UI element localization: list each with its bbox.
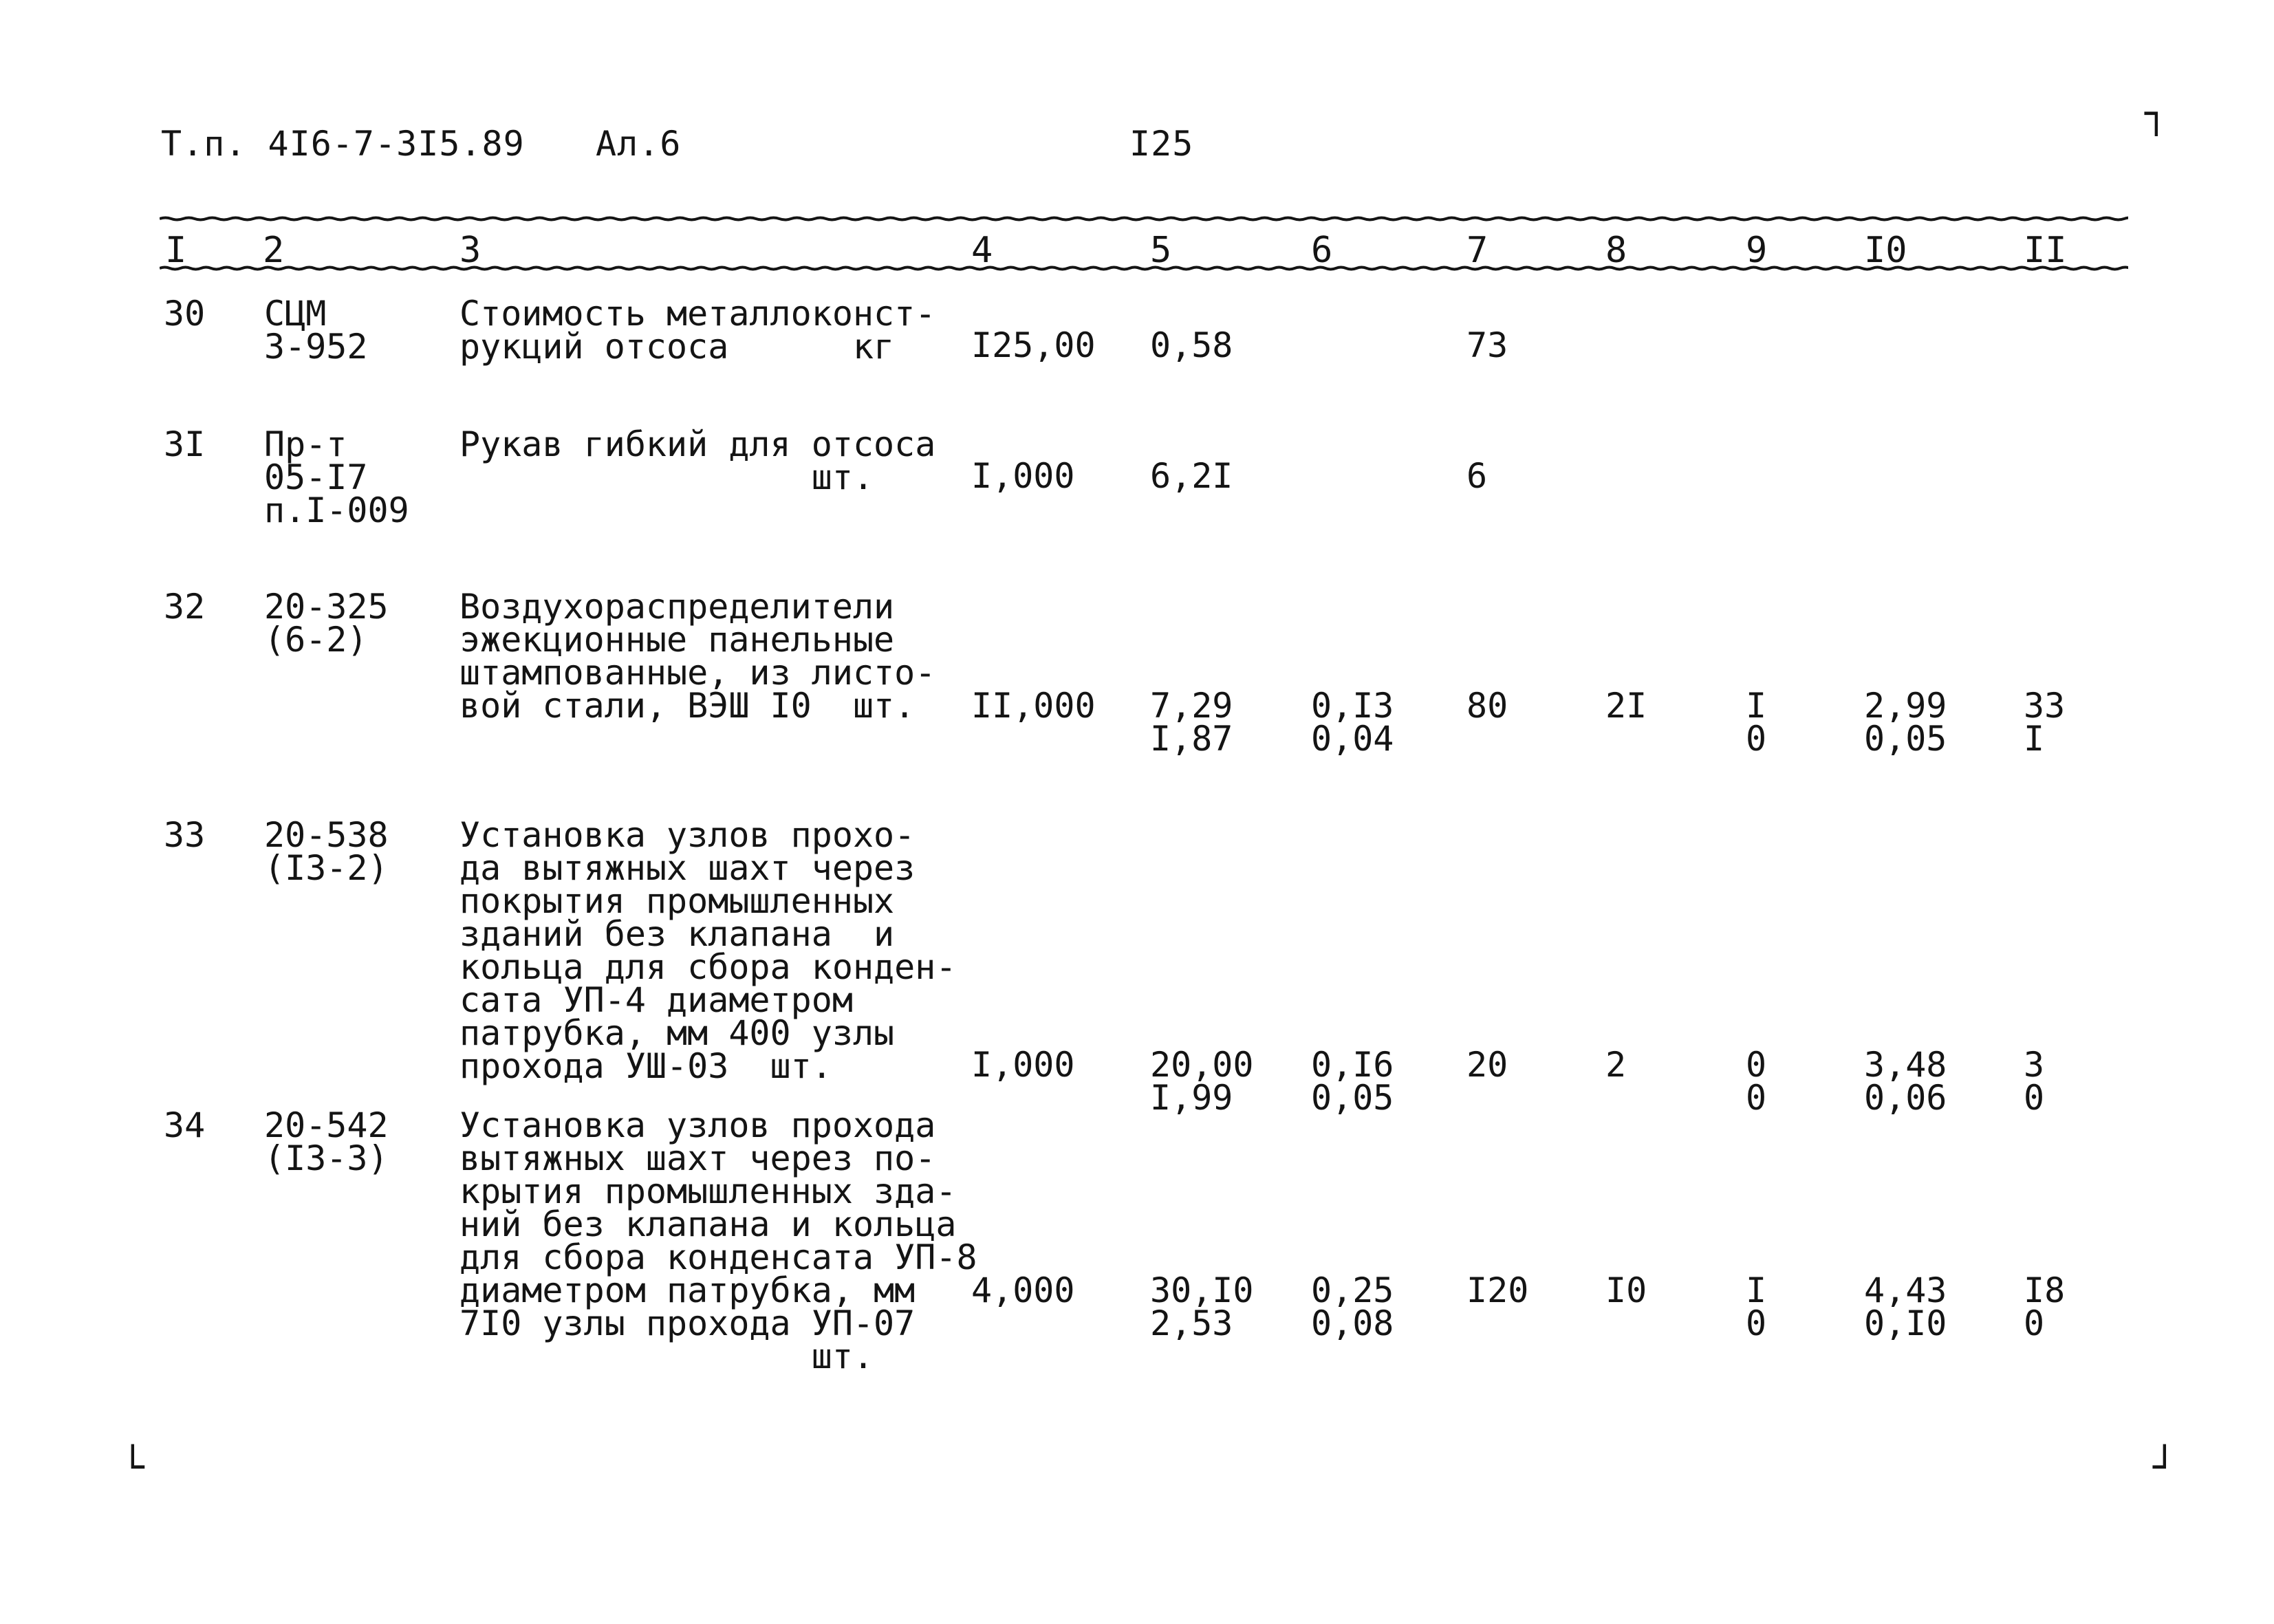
wage-cost-cell: 0,08 xyxy=(1311,1303,1394,1343)
labor-total-cell: 0 xyxy=(2024,1078,2045,1118)
work-description: шт. xyxy=(459,457,874,497)
work-description: крытия промышленных зда- xyxy=(459,1171,957,1211)
machine-cost-cell: 0 xyxy=(1746,1303,1767,1343)
column-number-7: 7 xyxy=(1466,230,1488,271)
column-number-6: 6 xyxy=(1311,230,1333,271)
work-description: сата УП-4 диаметром xyxy=(459,980,853,1020)
header-bottom-rule xyxy=(160,264,2128,272)
total-wages-cell: I0 xyxy=(1605,1270,1647,1310)
work-description: Воздухораспределители xyxy=(459,587,895,627)
page-number: I25 xyxy=(1129,124,1194,164)
quantity-cell: I,000 xyxy=(971,456,1075,496)
row-number: 34 xyxy=(164,1105,206,1145)
unit-cost-cell: 30,I0 xyxy=(1150,1270,1254,1310)
total-cost-cell: 80 xyxy=(1466,686,1508,726)
quantity-cell: I,000 xyxy=(971,1045,1075,1085)
total-wages-cell: 2 xyxy=(1605,1045,1627,1085)
column-number-10: I0 xyxy=(1864,230,1907,271)
work-description: шт. xyxy=(459,1336,874,1376)
work-description: вытяжных шахт через по- xyxy=(459,1138,936,1178)
labor-unit-cell: 3,48 xyxy=(1864,1045,1947,1085)
labor-unit-cell: 0,I0 xyxy=(1864,1303,1947,1343)
wage-cost-cell: 0,I6 xyxy=(1311,1045,1394,1085)
work-description: кольца для сбора конден- xyxy=(459,947,957,987)
row-number: 3I xyxy=(164,424,206,464)
work-description: для сбора конденсата УП-8 xyxy=(459,1237,977,1277)
labor-unit-cell: 2,99 xyxy=(1864,686,1947,726)
labor-unit-cell: 0,05 xyxy=(1864,719,1947,759)
machine-cost-cell: I xyxy=(1746,1270,1767,1310)
unit-cost-cell: 6,2I xyxy=(1150,456,1233,496)
row-number: 33 xyxy=(164,815,206,855)
rate-code: п.I-009 xyxy=(264,490,409,530)
rate-code: 05-I7 xyxy=(264,457,368,497)
work-description: вой стали, ВЭШ I0 шт. xyxy=(459,686,916,726)
work-description: диаметром патрубка, мм xyxy=(459,1270,916,1310)
work-description: зданий без клапана и xyxy=(459,914,895,954)
work-description: покрытия промышленных xyxy=(459,881,895,921)
unit-cost-cell: 2,53 xyxy=(1150,1303,1233,1343)
album-number: Ал.6 xyxy=(596,124,682,164)
rate-code: (I3-3) xyxy=(264,1138,389,1178)
work-description: Стоимость металлоконст- xyxy=(459,294,936,334)
column-number-11: II xyxy=(2024,230,2067,271)
quantity-cell: I25,00 xyxy=(971,325,1096,365)
row-number: 30 xyxy=(164,294,206,334)
column-number-1: I xyxy=(165,230,187,271)
work-description: рукций отсоса кг xyxy=(459,327,895,367)
column-number-9: 9 xyxy=(1746,230,1768,271)
work-description: эжекционные панельные xyxy=(459,620,895,660)
document-reference: Т.п. 4I6-7-3I5.89 xyxy=(161,124,525,164)
wage-cost-cell: 0,25 xyxy=(1311,1270,1394,1310)
work-description: Рукав гибкий для отсоса xyxy=(459,424,936,464)
rate-code: 20-325 xyxy=(264,587,389,627)
rate-code: 20-542 xyxy=(264,1105,389,1145)
column-number-5: 5 xyxy=(1150,230,1172,271)
work-description: патрубка, мм 400 узлы xyxy=(459,1013,895,1053)
corner-mark-bottom-right: ┘ xyxy=(2153,1445,2176,1490)
table-top-rule xyxy=(160,215,2128,223)
corner-mark-top-right: ┐ xyxy=(2145,91,2168,136)
total-cost-cell: 20 xyxy=(1466,1045,1508,1085)
total-cost-cell: 6 xyxy=(1466,456,1488,496)
total-cost-cell: I20 xyxy=(1466,1270,1529,1310)
rate-code: СЦМ xyxy=(264,294,327,334)
total-wages-cell: 2I xyxy=(1605,686,1647,726)
machine-cost-cell: 0 xyxy=(1746,719,1767,759)
column-number-2: 2 xyxy=(263,230,285,271)
wage-cost-cell: 0,05 xyxy=(1311,1078,1394,1118)
quantity-cell: 4,000 xyxy=(971,1270,1075,1310)
wage-cost-cell: 0,04 xyxy=(1311,719,1394,759)
labor-total-cell: 0 xyxy=(2024,1303,2045,1343)
labor-total-cell: 3 xyxy=(2024,1045,2045,1085)
unit-cost-cell: 7,29 xyxy=(1150,686,1233,726)
column-number-3: 3 xyxy=(459,230,481,271)
row-number: 32 xyxy=(164,587,206,627)
column-number-8: 8 xyxy=(1605,230,1627,271)
unit-cost-cell: 20,00 xyxy=(1150,1045,1254,1085)
labor-unit-cell: 4,43 xyxy=(1864,1270,1947,1310)
unit-cost-cell: I,87 xyxy=(1150,719,1233,759)
rate-code: Пр-т xyxy=(264,424,347,464)
column-number-4: 4 xyxy=(971,230,993,271)
wage-cost-cell: 0,I3 xyxy=(1311,686,1394,726)
machine-cost-cell: 0 xyxy=(1746,1078,1767,1118)
labor-total-cell: I xyxy=(2024,719,2045,759)
work-description: да вытяжных шахт через xyxy=(459,848,916,888)
machine-cost-cell: 0 xyxy=(1746,1045,1767,1085)
corner-mark-bottom-left: └ xyxy=(121,1445,144,1490)
unit-cost-cell: 0,58 xyxy=(1150,325,1233,365)
unit-cost-cell: I,99 xyxy=(1150,1078,1233,1118)
rate-code: (I3-2) xyxy=(264,848,389,888)
work-description: прохода УШ-03 шт. xyxy=(459,1046,832,1086)
rate-code: 3-952 xyxy=(264,327,368,367)
machine-cost-cell: I xyxy=(1746,686,1767,726)
work-description: ний без клапана и кольца xyxy=(459,1204,957,1244)
work-description: 7I0 узлы прохода УП-07 xyxy=(459,1303,916,1343)
work-description: Установка узлов прохо- xyxy=(459,815,916,855)
labor-total-cell: 33 xyxy=(2024,686,2066,726)
labor-unit-cell: 0,06 xyxy=(1864,1078,1947,1118)
labor-total-cell: I8 xyxy=(2024,1270,2066,1310)
rate-code: (6-2) xyxy=(264,620,368,660)
work-description: штампованные, из листо- xyxy=(459,653,936,693)
quantity-cell: II,000 xyxy=(971,686,1096,726)
total-cost-cell: 73 xyxy=(1466,325,1508,365)
rate-code: 20-538 xyxy=(264,815,389,855)
work-description: Установка узлов прохода xyxy=(459,1105,936,1145)
